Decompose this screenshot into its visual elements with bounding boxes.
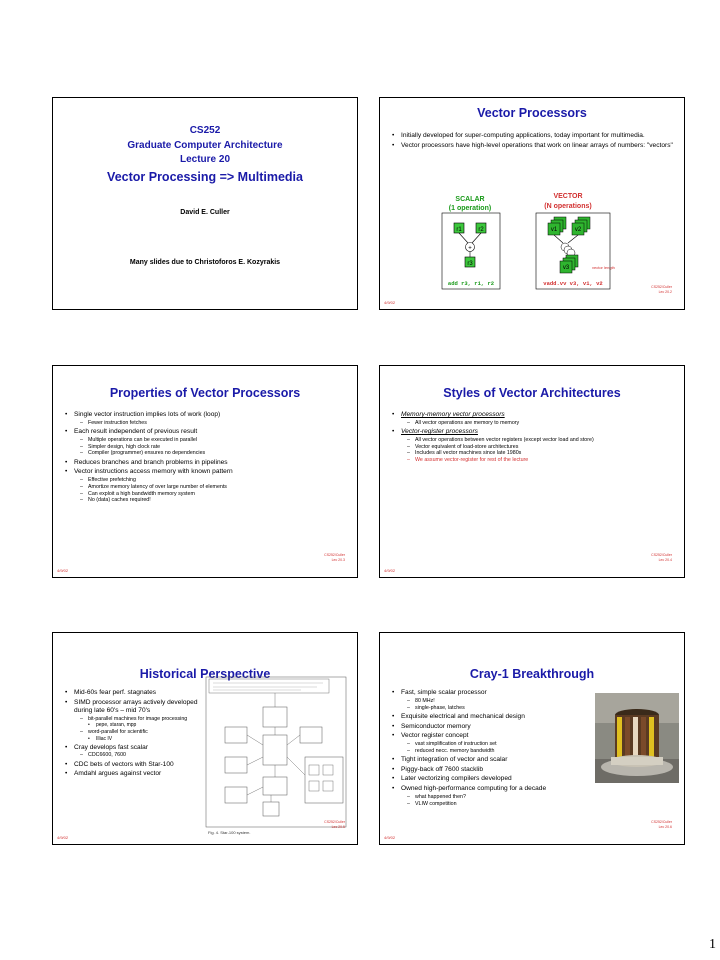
bullet: • Cray develops fast scalar – CDC6600, 7600: [65, 744, 205, 760]
slide-heading: Properties of Vector Processors: [109, 386, 301, 400]
slide-properties: [52, 365, 358, 578]
cray-1-photo: [595, 693, 679, 783]
vector-length-label: vector length: [592, 265, 615, 270]
slide-cray1: [379, 632, 685, 845]
credit-note: Many slides due to Christoforos E. Kozyrakis: [129, 259, 281, 266]
sub-bullet: – CDC6600, 7600: [80, 752, 205, 759]
svg-text:+: +: [468, 245, 472, 252]
scalar-instruction: add r3, r1, r2: [447, 280, 495, 287]
bullet: • SIMD processor arrays actively developed during late 60's – mid 70's – bit-parallel machines for image processing • pepe, staran, mpp – word-parallel for scientific • Illiac IV: [65, 699, 205, 742]
sub-bullet: – Vector equivalent of load-store architectures: [407, 444, 672, 451]
bullet: • Amdahl argues against vector: [65, 770, 205, 778]
register-r2-label: r2: [478, 227, 484, 233]
scalar-vector-diagram: [440, 191, 620, 291]
slide-date: 4/9/02: [57, 568, 69, 573]
sub-bullet: – All vector operations are memory to memory: [407, 420, 672, 427]
bullet: • Tight integration of vector and scalar: [392, 756, 592, 764]
sub-bullet: – Fewer instruction fetches: [80, 420, 315, 427]
bullet: • Piggy-back off 7600 stacklib: [392, 766, 592, 774]
vector-label: VECTOR: [553, 193, 583, 200]
bullet: • Vector register concept – vast simplification of instruction set – reduced necc. memory bandwidth: [392, 732, 592, 754]
sub-bullet: – Includes all vector machines since late 1980s: [407, 450, 672, 457]
sub-bullet: – VLIW competition: [407, 801, 592, 808]
vector-sublabel: (N operations): [544, 203, 592, 210]
bullet: • Each result independent of previous result – Multiple operations can be executed in parallel – Simpler design, high clock rate – Compiler (programmer) ensures no dependencies: [65, 428, 315, 457]
slide-credit: CS252/Culler Lec 20.6: [651, 820, 672, 829]
register-v2-label: v2: [574, 227, 582, 233]
bullet: • Reduces branches and branch problems in pipelines: [65, 459, 315, 467]
vector-instruction: vadd.vv v3, v1, v2: [543, 280, 603, 287]
bullet: • Owned high-performance computing for a decade – what happened then? – VLIW competition: [392, 785, 592, 807]
slide-heading: Historical Perspective: [139, 667, 271, 681]
bullet-list: [392, 132, 678, 151]
bullet-list: [392, 689, 592, 809]
scalar-label: SCALAR: [455, 196, 485, 203]
sub-bullet: – what happened then?: [407, 794, 592, 801]
slide-vector-processors: [379, 97, 685, 310]
slide-styles: [379, 365, 685, 578]
sub-bullet: – No (data) caches required!: [80, 497, 315, 504]
bullet: • Later vectorizing compilers developed: [392, 775, 592, 783]
bullet: • Fast, simple scalar processor – 80 MHz! – single-phase, latches: [392, 689, 592, 711]
author: David E. Culler: [180, 209, 230, 216]
register-v1-label: v1: [550, 227, 558, 233]
slide-heading: Vector Processors: [477, 106, 587, 120]
sub-bullet: – Can exploit a high bandwidth memory system: [80, 491, 315, 498]
bullet: • Single vector instruction implies lots of work (loop) – Fewer instruction fetches: [65, 411, 315, 427]
star-100-diagram: [205, 657, 351, 837]
course-name: Graduate Computer Architecture: [127, 140, 283, 151]
register-r3-label: r3: [467, 261, 473, 267]
bullet: • Vector instructions access memory with known pattern – Effective prefetching – Amortize memory latency of over large number of elements – Can exploit a high bandwidth memory system – No (data) caches required!: [65, 468, 315, 504]
sub-bullet: – single-phase, latches: [407, 705, 592, 712]
bullet: • Exquisite electrical and mechanical design: [392, 713, 592, 721]
slide-heading: Styles of Vector Architectures: [443, 386, 621, 400]
bullet: • CDC bets of vectors with Star-100: [65, 761, 205, 769]
sub-bullet: – word-parallel for scientific • Illiac IV: [80, 729, 205, 742]
bullet-list: [392, 411, 672, 465]
vector-register-v1: [548, 217, 566, 235]
sub-bullet: – bit-parallel machines for image processing • pepe, staran, mpp: [80, 716, 205, 729]
sub-bullet: – Effective prefetching: [80, 477, 315, 484]
sub-sub-bullet: • pepe, staran, mpp: [88, 722, 205, 728]
slide-credit: CS252/Culler Lec 20.4: [651, 553, 672, 562]
bullet: • Mid-60s fear perf. stagnates: [65, 689, 205, 697]
slide-credit: CS252/Culler Lec 20.3: [324, 553, 345, 562]
lecture-topic: Vector Processing => Multimedia: [107, 170, 303, 184]
bullet: • Initially developed for super-computing applications, today important for multimedia.: [392, 132, 678, 140]
sub-bullet: – 80 MHz!: [407, 698, 592, 705]
figure-caption: Fig. 4. Star-100 system.: [208, 830, 251, 835]
slide-credit: CS252/Culler Lec 20.2: [651, 285, 672, 294]
bullet: • Vector-register processors – All vector operations between vector registers (except vector load and store) – Vector equivalent of load-store architectures – Includes all vector machines since late 1980s – We assume vector-register for rest of the lecture: [392, 428, 672, 464]
slide-date: 4/9/02: [57, 835, 69, 840]
lecture-number: Lecture 20: [179, 154, 231, 165]
bullet-list: [65, 411, 315, 506]
slide-date: 4/9/02: [384, 568, 396, 573]
bullet-list: [65, 689, 205, 780]
slide-heading: Cray-1 Breakthrough: [469, 667, 595, 681]
page-number: 1: [709, 937, 716, 952]
sub-bullet: – vast simplification of instruction set: [407, 741, 592, 748]
slide-date: 4/9/02: [384, 835, 396, 840]
slide-title: [52, 97, 358, 310]
bullet: • Semiconductor memory: [392, 723, 592, 731]
bullet: • Vector processors have high-level operations that work on linear arrays of numbers: "vectors": [392, 142, 678, 150]
sub-bullet: – We assume vector-register for rest of the lecture: [407, 457, 672, 464]
sub-bullet: – Simpler design, high clock rate: [80, 444, 315, 451]
slide-historical: [52, 632, 358, 845]
sub-bullet: – reduced necc. memory bandwidth: [407, 748, 592, 755]
vector-register-v3: [560, 255, 578, 273]
sub-bullet: – Compiler (programmer) ensures no dependencies: [80, 450, 315, 457]
sub-bullet: – Amortize memory latency of over large number of elements: [80, 484, 315, 491]
bullet: • Memory-memory vector processors – All vector operations are memory to memory: [392, 411, 672, 427]
sub-sub-bullet: • Illiac IV: [88, 736, 205, 742]
vector-register-v2: [572, 217, 590, 235]
register-r1-label: r1: [456, 227, 462, 233]
slide-date: 4/9/02: [384, 300, 396, 305]
scalar-sublabel: (1 operation): [448, 205, 492, 212]
course-code: CS252: [189, 125, 221, 136]
slide-credit: CS252/Culler Lec 20.5: [324, 820, 345, 829]
register-v3-label: v3: [562, 265, 570, 271]
sub-bullet: – All vector operations between vector registers (except vector load and store): [407, 437, 672, 444]
sub-bullet: – Multiple operations can be executed in parallel: [80, 437, 315, 444]
